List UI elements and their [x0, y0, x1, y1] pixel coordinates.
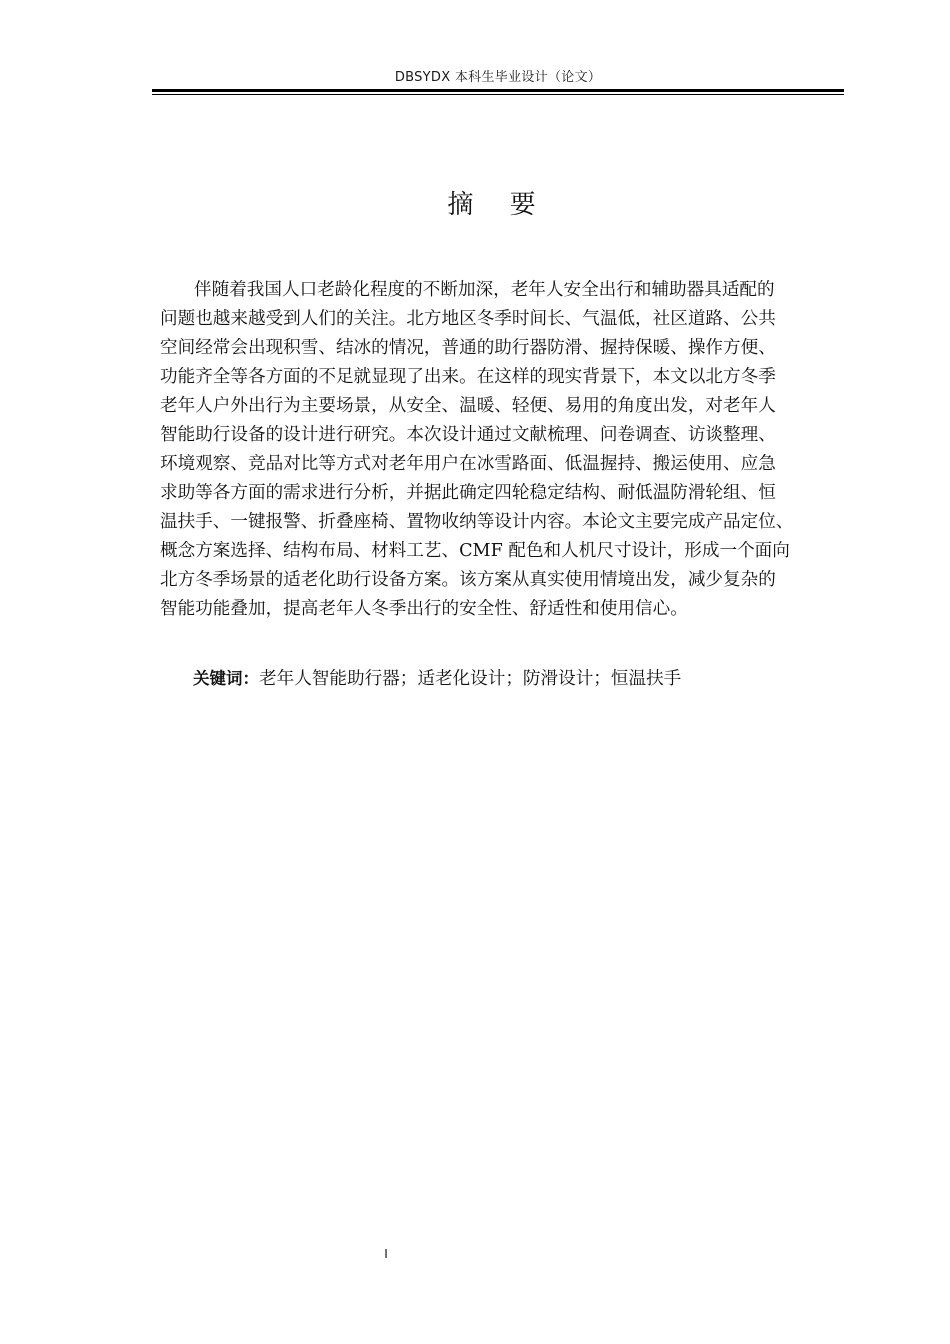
abstract-line: 伴随着我国人口老龄化程度的不断加深，老年人安全出行和辅助器具适配的: [194, 280, 775, 300]
abstract-line: 求助等各方面的需求进行分析，并据此确定四轮稳定结构、耐低温防滑轮组、恒: [160, 483, 776, 503]
header-rule-thick: [152, 89, 844, 92]
abstract-body: [160, 276, 850, 624]
abstract-line: 功能齐全等各方面的不足就显现了出来。在这样的现实背景下，本文以北方冬季: [160, 367, 776, 387]
abstract-line: 智能助行设备的设计进行研究。本次设计通过文献梳理、问卷调查、访谈整理、: [160, 425, 776, 445]
abstract-line: 环境观察、竞品对比等方式对老年用户在冰雪路面、低温握持、搬运使用、应急: [160, 454, 776, 474]
abstract-line: 老年人户外出行为主要场景，从安全、温暖、轻便、易用的角度出发，对老年人: [160, 396, 776, 416]
running-header: DBSYDX 本科生毕业设计（论文）: [394, 70, 602, 85]
page-number: I: [384, 1247, 388, 1261]
abstract-line: 智能功能叠加，提高老年人冬季出行的安全性、舒适性和使用信心。: [160, 599, 688, 619]
header-rule-thin: [152, 94, 844, 95]
keywords-line: [193, 664, 681, 693]
abstract-line: 概念方案选择、结构布局、材料工艺、CMF 配色和人机尺寸设计，形成一个面向: [160, 541, 790, 561]
abstract-line: 问题也越来越受到人们的关注。北方地区冬季时间长、气温低，社区道路、公共: [160, 309, 776, 329]
keywords-value: 老年人智能助行器；适老化设计；防滑设计；恒温扶手: [259, 669, 682, 689]
abstract-line: 北方冬季场景的适老化助行设备方案。该方案从真实使用情境出发，减少复杂的: [160, 570, 776, 590]
keywords-label: 关键词：: [193, 669, 259, 688]
abstract-line: 温扶手、一键报警、折叠座椅、置物收纳等设计内容。本论文主要完成产品定位、: [160, 512, 794, 532]
abstract-title: 摘 要: [447, 190, 550, 220]
abstract-line: 空间经常会出现积雪、结冰的情况，普通的助行器防滑、握持保暖、操作方便、: [160, 338, 776, 358]
